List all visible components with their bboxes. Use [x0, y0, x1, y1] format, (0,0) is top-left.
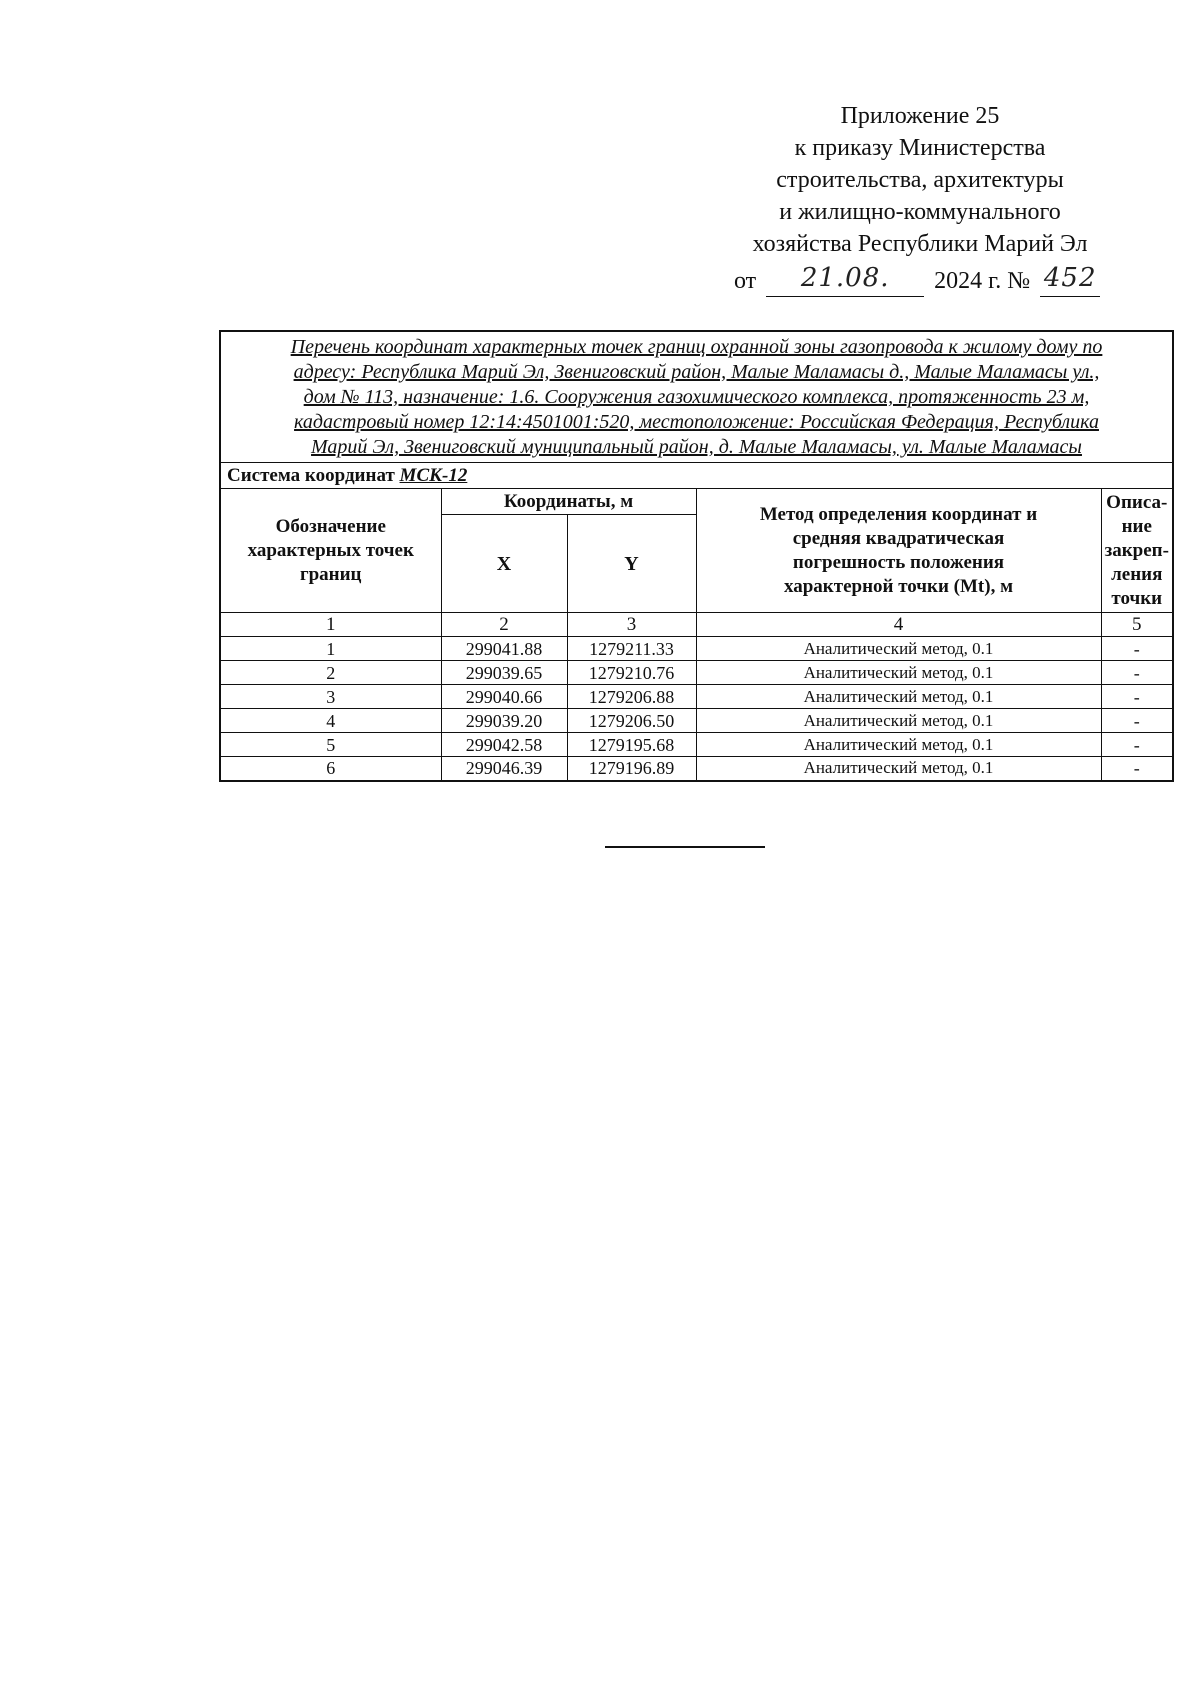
header-text: ления: [1111, 563, 1163, 585]
document-header: [700, 100, 1140, 260]
method-cell: Аналитический метод, 0.1: [696, 733, 1101, 757]
table-row: [220, 637, 1173, 661]
description-cell: -: [1101, 733, 1173, 757]
column-header-description: [1101, 489, 1173, 613]
header-text: средняя квадратическая: [792, 527, 1005, 549]
number-field: [1040, 263, 1100, 297]
column-number: 3: [567, 613, 696, 637]
column-number: 4: [696, 613, 1101, 637]
title-line: дом № 113, назначение: 1.6. Сооружения газохимического комплекса, протяженность 23 м,: [303, 386, 1090, 408]
y-cell: 1279196.89: [567, 757, 696, 781]
coordinate-system-label: Система координат: [227, 464, 395, 486]
method-cell: Аналитический метод, 0.1: [696, 637, 1101, 661]
description-cell: -: [1101, 637, 1173, 661]
y-cell: 1279211.33: [567, 637, 696, 661]
point-cell: 4: [220, 709, 441, 733]
x-cell: 299040.66: [441, 685, 567, 709]
table-row: [220, 757, 1173, 781]
column-number-row: [220, 613, 1173, 637]
order-date-line: [734, 265, 1154, 297]
header-line: к приказу Министерства: [794, 135, 1046, 161]
header-text: Метод определения координат и: [759, 503, 1038, 525]
column-header-method: [696, 489, 1101, 613]
header-text: границ: [299, 563, 362, 585]
y-cell: 1279206.88: [567, 685, 696, 709]
title-line: адресу: Республика Марий Эл, Звениговский район, Малые Маламасы д., Малые Маламасы ул.,: [293, 361, 1100, 383]
header-text: Обозначение: [275, 515, 386, 537]
header-text: Описа-: [1106, 491, 1168, 513]
end-of-document-rule: [605, 846, 765, 848]
y-cell: 1279210.76: [567, 661, 696, 685]
column-header-y: Y: [567, 515, 696, 613]
description-cell: -: [1101, 709, 1173, 733]
description-cell: -: [1101, 757, 1173, 781]
column-number: 5: [1101, 613, 1173, 637]
method-cell: Аналитический метод, 0.1: [696, 685, 1101, 709]
header-text: ние: [1121, 515, 1152, 537]
point-cell: 5: [220, 733, 441, 757]
method-cell: Аналитический метод, 0.1: [696, 709, 1101, 733]
x-cell: 299046.39: [441, 757, 567, 781]
header-text: погрешность положения: [792, 551, 1005, 573]
column-header-x: X: [441, 515, 567, 613]
header-line: строительства, архитектуры: [776, 167, 1064, 193]
x-cell: 299041.88: [441, 637, 567, 661]
header-text: характерных точек: [247, 539, 414, 561]
method-cell: Аналитический метод, 0.1: [696, 757, 1101, 781]
column-header-coordinates: Координаты, м: [441, 489, 696, 515]
handwritten-number: 452: [1043, 263, 1097, 293]
point-cell: 1: [220, 637, 441, 661]
header-line: Приложение 25: [840, 103, 1000, 129]
header-line: и жилищно-коммунального: [779, 199, 1061, 225]
coordinate-system-name: МСК-12: [399, 464, 468, 486]
title-line: кадастровый номер 12:14:4501001:520, местоположение: Российская Федерация, Республика: [294, 411, 1099, 433]
point-cell: 6: [220, 757, 441, 781]
description-cell: -: [1101, 685, 1173, 709]
table-row: [220, 709, 1173, 733]
point-cell: 3: [220, 685, 441, 709]
method-cell: Аналитический метод, 0.1: [696, 661, 1101, 685]
x-cell: 299039.20: [441, 709, 567, 733]
header-text: закреп-: [1104, 539, 1169, 561]
description-cell: -: [1101, 661, 1173, 685]
year-label: 2024 г. №: [934, 268, 1031, 294]
table-title: [220, 331, 1173, 463]
header-text: характерной точки (Mt), м: [783, 575, 1014, 597]
y-cell: 1279195.68: [567, 733, 696, 757]
x-cell: 299042.58: [441, 733, 567, 757]
x-cell: 299039.65: [441, 661, 567, 685]
title-line: Марий Эл, Звениговский муниципальный район, д. Малые Маламасы, ул. Малые Маламасы: [311, 436, 1082, 458]
column-number: 1: [220, 613, 441, 637]
handwritten-date: 21.08.: [800, 263, 890, 293]
date-prefix: от: [734, 268, 757, 294]
column-number: 2: [441, 613, 567, 637]
header-line: хозяйства Республики Марий Эл: [752, 231, 1088, 257]
column-header-designation: [220, 489, 441, 613]
table-row: [220, 685, 1173, 709]
coordinate-system-row: [220, 463, 1173, 489]
header-text: точки: [1111, 587, 1163, 609]
date-field: [766, 263, 924, 297]
point-cell: 2: [220, 661, 441, 685]
table-row: [220, 733, 1173, 757]
coordinates-table: [219, 330, 1174, 782]
table-row: [220, 661, 1173, 685]
title-line: Перечень координат характерных точек границ охранной зоны газопровода к жилому дому по: [290, 336, 1103, 358]
y-cell: 1279206.50: [567, 709, 696, 733]
